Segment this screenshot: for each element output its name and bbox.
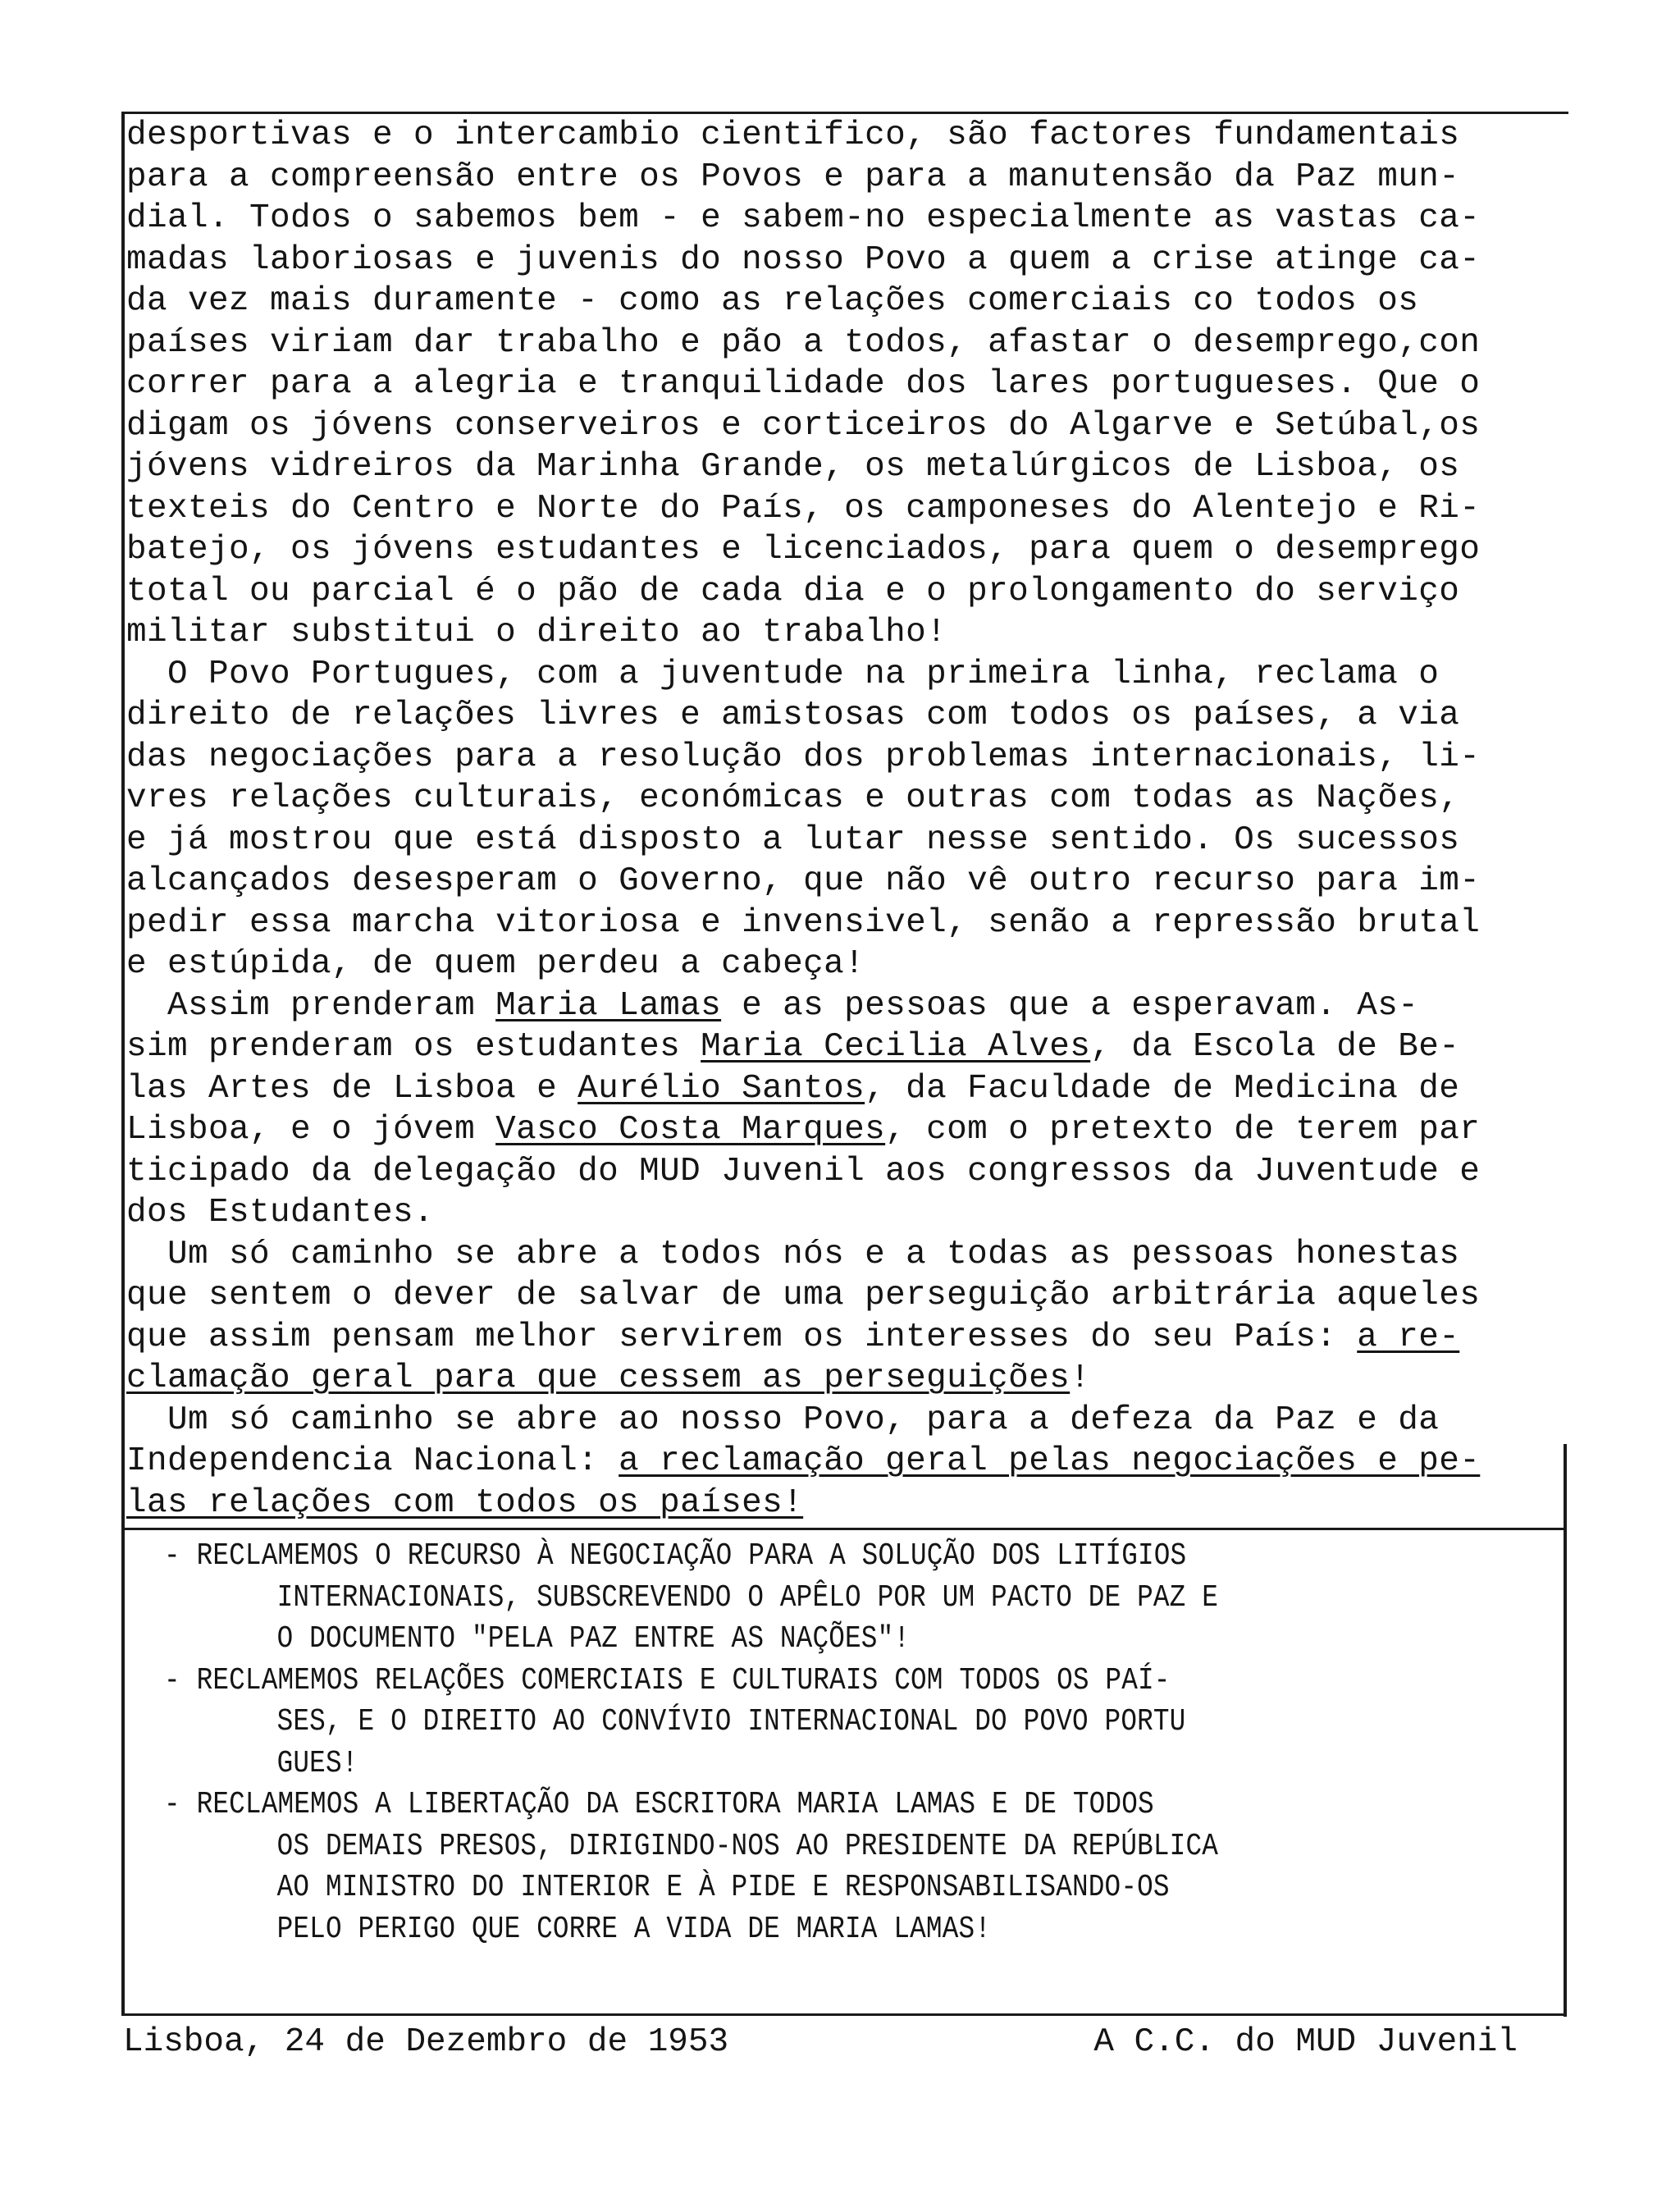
body-line: desportivas e o intercambio cientifico, são factores fundamentais bbox=[126, 117, 1460, 154]
demand-item-2: - RECLAMEMOS RELAÇÕES COMERCIAIS E CULTURAIS COM TODOS OS PAÍ- bbox=[164, 1662, 1171, 1698]
arrests-line: ticipado da delegação do MUD Juvenil aos congressos da Juventude e bbox=[126, 1152, 1481, 1190]
call-line: Um só caminho se abre ao nosso Povo, para a defeza da Paz e da bbox=[126, 1401, 1440, 1439]
arrested-name: Aurélio Santos bbox=[578, 1069, 865, 1108]
call-text: ! bbox=[1070, 1360, 1091, 1397]
call-line: que sentem o dever de salvar de uma perseguição arbitrária aqueles bbox=[126, 1277, 1481, 1314]
section-divider bbox=[123, 1528, 1567, 1530]
call-emphasis: a reclamação geral pelas negociações e pe- bbox=[619, 1442, 1481, 1480]
signature-row bbox=[123, 2020, 1518, 2064]
body-line: O Povo Portugues, com a juventude na primeira linha, reclama o bbox=[126, 655, 1440, 693]
demand-item-3-continuation: OS DEMAIS PRESOS, DIRIGINDO-NOS AO PRESIDENTE DA REPÚBLICA bbox=[276, 1828, 1219, 1864]
demand-item-1-continuation: INTERNACIONAIS, SUBSCREVENDO O APÊLO POR UM PACTO DE PAZ E bbox=[276, 1579, 1219, 1615]
body-line: militar substitui o direito ao trabalho! bbox=[126, 614, 947, 651]
arrests-text: Lisboa, e o jóvem bbox=[126, 1111, 496, 1149]
body-line: total ou parcial é o pão de cada dia e o prolongamento do serviço bbox=[126, 572, 1460, 610]
body-line: da vez mais duramente - como as relações comerciais co todos os bbox=[126, 282, 1419, 320]
arrests-text: las Artes de Lisboa e bbox=[126, 1069, 578, 1108]
letter-body bbox=[126, 115, 1570, 1524]
demand-item-2-continuation: SES, E O DIREITO AO CONVÍVIO INTERNACIONAL DO POVO PORTU bbox=[276, 1704, 1186, 1739]
demand-item-3-continuation: PELO PERIGO QUE CORRE A VIDA DE MARIA LAMAS! bbox=[276, 1911, 992, 1947]
call-line bbox=[126, 1358, 1570, 1400]
demand-item-1: - RECLAMEMOS O RECURSO À NEGOCIAÇÃO PARA A SOLUÇÃO DOS LITÍGIOS bbox=[164, 1538, 1187, 1574]
body-line: texteis do Centro e Norte do País, os camponeses do Alentejo e Ri- bbox=[126, 489, 1481, 528]
arrests-line bbox=[126, 1109, 1570, 1151]
call-line bbox=[126, 1317, 1570, 1359]
call-line: Um só caminho se abre a todos nós e a todas as pessoas honestas bbox=[126, 1235, 1460, 1273]
body-line: correr para a alegria e tranquilidade dos lares portugueses. Que o bbox=[126, 365, 1481, 403]
call-emphasis: clamação geral para que cessem as perseguições bbox=[126, 1360, 1071, 1397]
arrested-name: Maria Lamas bbox=[495, 986, 722, 1025]
body-line: para a compreensão entre os Povos e para a manutensão da Paz mun- bbox=[126, 158, 1460, 196]
body-line: e estúpida, de quem perdeu a cabeça! bbox=[126, 945, 865, 983]
body-line: pedir essa marcha vitoriosa e invensivel, senão a repressão brutal bbox=[126, 903, 1481, 942]
demand-item-2-continuation: GUES! bbox=[276, 1745, 358, 1781]
arrests-text: sim prenderam os estudantes bbox=[126, 1028, 701, 1066]
body-line: madas laboriosas e juvenis do nosso Povo a quem a crise atinge ca- bbox=[126, 240, 1481, 279]
body-line: batejo, os jóvens estudantes e licenciados, para quem o desemprego bbox=[126, 531, 1481, 569]
call-emphasis: a re- bbox=[1357, 1318, 1460, 1356]
arrested-name: Maria Cecilia Alves bbox=[701, 1028, 1091, 1066]
demand-item-3-continuation: AO MINISTRO DO INTERIOR E À PIDE E RESPONSABILISANDO-OS bbox=[276, 1870, 1170, 1905]
body-line: e já mostrou que está disposto a lutar nesse sentido. Os sucessos bbox=[126, 820, 1460, 859]
arrests-text: , da Faculdade de Medicina de bbox=[865, 1069, 1460, 1108]
frame-top-border bbox=[123, 112, 1568, 114]
arrests-text: , com o pretexto de terem par bbox=[885, 1111, 1481, 1149]
body-line: jóvens vidreiros da Marinha Grande, os metalúrgicos de Lisboa, os bbox=[126, 448, 1460, 486]
body-line: países viriam dar trabalho e pão a todos, afastar o desemprego,con bbox=[126, 323, 1481, 362]
demands-list bbox=[164, 1536, 1575, 1950]
place-and-date: Lisboa, 24 de Dezembro de 1953 bbox=[123, 2023, 729, 2061]
call-line bbox=[126, 1483, 1570, 1524]
body-line: vres relações culturais, económicas e outras com todas as Nações, bbox=[126, 779, 1460, 817]
arrests-text: , da Escola de Be- bbox=[1090, 1028, 1460, 1066]
call-line bbox=[126, 1441, 1570, 1483]
frame-left-border bbox=[121, 112, 125, 2013]
demand-item-3: - RECLAMEMOS A LIBERTAÇÃO DA ESCRITORA MARIA LAMAS E DE TODOS bbox=[164, 1787, 1154, 1822]
body-line: dial. Todos o sabemos bem - e sabem-no especialmente as vastas ca- bbox=[126, 199, 1481, 237]
body-line: alcançados desesperam o Governo, que não vê outro recurso para im- bbox=[126, 862, 1481, 900]
demand-item-1-continuation: O DOCUMENTO "PELA PAZ ENTRE AS NAÇÕES"! bbox=[276, 1621, 911, 1657]
arrests-text: e as pessoas que a esperavam. As- bbox=[721, 986, 1419, 1025]
arrests-line bbox=[126, 1026, 1570, 1068]
call-text: que assim pensam melhor servirem os interesses do seu País: bbox=[126, 1318, 1358, 1356]
call-emphasis: las relações com todos os países! bbox=[126, 1483, 804, 1522]
arrested-name: Vasco Costa Marques bbox=[495, 1111, 886, 1149]
body-line: direito de relações livres e amistosas com todos os países, a via bbox=[126, 697, 1460, 734]
body-line: digam os jóvens conserveiros e corticeiros do Algarve e Setúbal,os bbox=[126, 406, 1481, 445]
signatory: A C.C. do MUD Juvenil bbox=[1093, 2023, 1518, 2061]
frame-bottom-border bbox=[121, 2013, 1567, 2016]
arrests-line: dos Estudantes. bbox=[126, 1194, 435, 1232]
arrests-line bbox=[126, 1068, 1570, 1110]
body-line: das negociações para a resolução dos problemas internacionais, li- bbox=[126, 738, 1481, 776]
arrests-text: Assim prenderam bbox=[126, 986, 496, 1025]
arrests-line bbox=[126, 985, 1570, 1027]
call-text: Independencia Nacional: bbox=[126, 1442, 619, 1480]
